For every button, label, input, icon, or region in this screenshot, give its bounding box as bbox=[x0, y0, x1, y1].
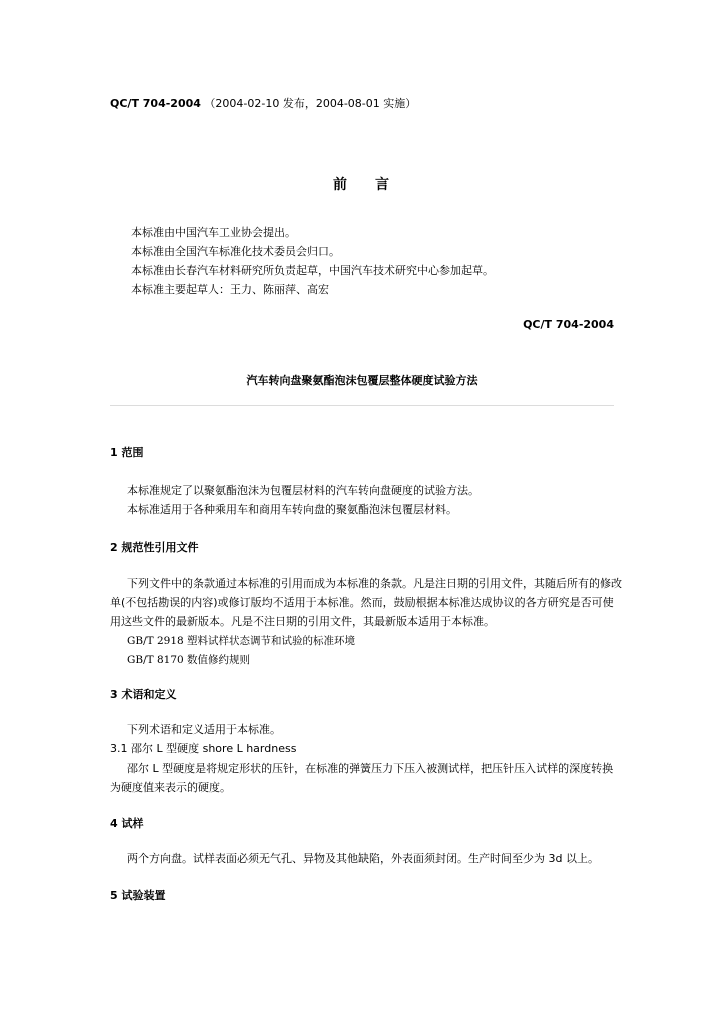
preface-title: 前言 bbox=[333, 177, 417, 193]
preface-line: 本标准由中国汽车工业协会提出。 bbox=[131, 226, 296, 239]
standard-dates: （2004-02-10 发布，2004-08-01 实施） bbox=[204, 97, 417, 110]
section-3-heading: 3 术语和定义 bbox=[110, 688, 177, 701]
standard-code: QC/T 704-2004 bbox=[110, 97, 201, 110]
term-3-1: 3.1 邵尔 L 型硬度 shore L hardness bbox=[110, 742, 297, 755]
section-2-heading: 2 规范性引用文件 bbox=[110, 541, 199, 554]
section-4-heading: 4 试样 bbox=[110, 817, 144, 830]
reference-item: GB/T 8170 数值修约规则 bbox=[127, 654, 251, 666]
section-2-para-line: 下列文件中的条款通过本标准的引用而成为本标准的条款。凡是注日期的引用文件，其随后所有的修改 bbox=[127, 577, 622, 590]
section-1-line: 本标准规定了以聚氨酯泡沫为包覆层材料的汽车转向盘硬度的试验方法。 bbox=[127, 484, 479, 497]
preface-line: 本标准主要起草人：王力、陈丽萍、高宏 bbox=[131, 283, 329, 296]
term-definition-line: 邵尔 L 型硬度是将规定形状的压针，在标准的弹簧压力下压入被测试样，把压针压入试样的深度转换 bbox=[127, 762, 614, 775]
section-2-para-line: 用这些文件的最新版本。凡是不注日期的引用文件，其最新版本适用于本标准。 bbox=[110, 615, 495, 628]
section-1-heading: 1 范围 bbox=[110, 446, 144, 459]
section-2-para-line: 单(不包括勘误的内容)或修订版均不适用于本标准。然而，鼓励根据本标准达成协议的各方研究是否可使 bbox=[110, 596, 614, 609]
standard-header bbox=[110, 97, 416, 111]
section-5-heading: 5 试验装置 bbox=[110, 889, 166, 902]
section-3-intro: 下列术语和定义适用于本标准。 bbox=[127, 723, 281, 736]
document-title: 汽车转向盘聚氨酯泡沫包覆层整体硬度试验方法 bbox=[246, 374, 478, 387]
term-definition-line: 为硬度值来表示的硬度。 bbox=[110, 781, 231, 794]
section-1-line: 本标准适用于各种乘用车和商用车转向盘的聚氨酯泡沫包覆层材料。 bbox=[127, 503, 457, 516]
section-4-line: 两个方向盘。试样表面必须无气孔、异物及其他缺陷，外表面须封闭。生产时间至少为 3d 以上。 bbox=[127, 852, 599, 865]
preface-line: 本标准由全国汽车标准化技术委员会归口。 bbox=[131, 245, 340, 258]
standard-code-right: QC/T 704-2004 bbox=[523, 318, 614, 331]
preface-line: 本标准由长春汽车材料研究所负责起草，中国汽车技术研究中心参加起草。 bbox=[131, 264, 494, 277]
reference-item: GB/T 2918 塑料试样状态调节和试验的标准环境 bbox=[127, 635, 356, 647]
title-divider bbox=[110, 405, 614, 406]
